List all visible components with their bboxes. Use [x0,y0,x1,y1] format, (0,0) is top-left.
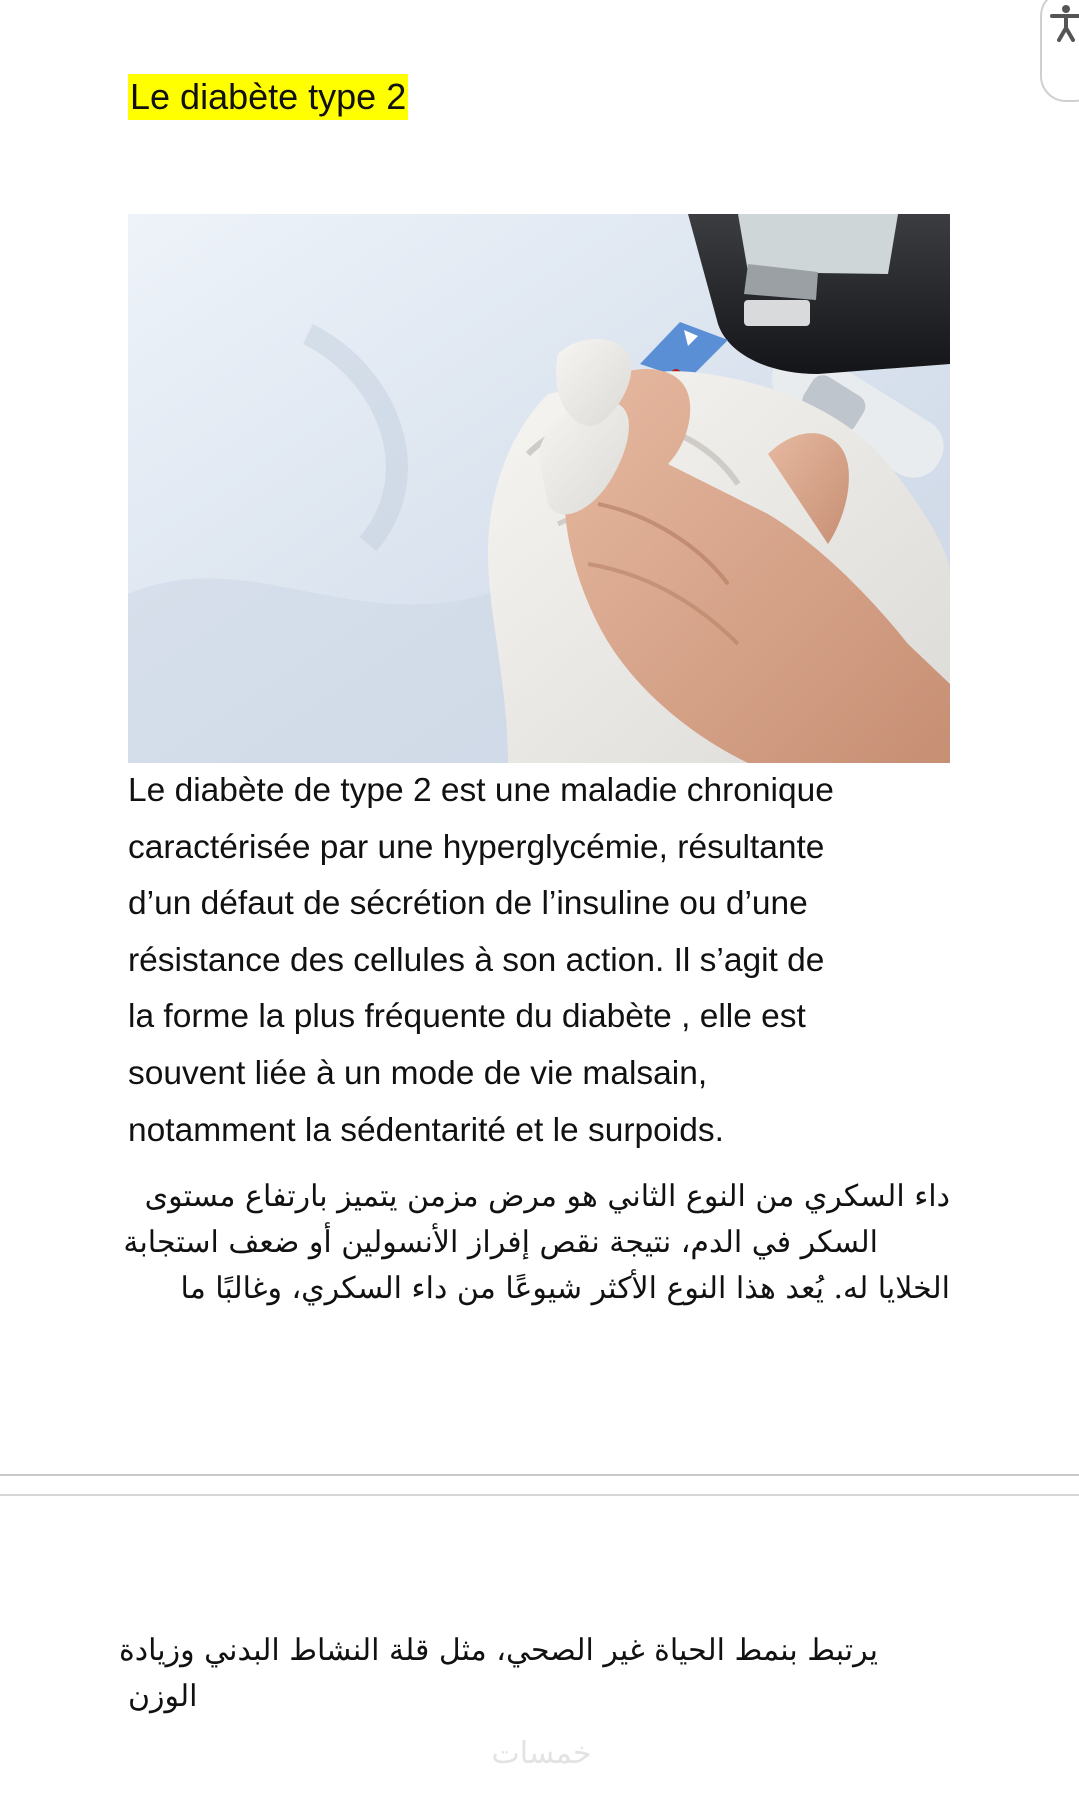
french-line: d’un défaut de sécrétion de l’insuline ou d’une [128,885,808,923]
arabic-line: داء السكري من النوع الثاني هو مرض مزمن يتميز بارتفاع مستوى [144,1179,950,1214]
french-line: notamment la sédentarité et le surpoids. [128,1111,724,1149]
french-paragraph [128,763,958,1159]
document-heading: Le diabète type 2 [128,74,408,120]
french-line: souvent liée à un mode de vie malsain, [128,1054,708,1092]
accessibility-button[interactable] [1040,0,1079,102]
french-line: caractérisée par une hyperglycémie, résultante [128,828,825,866]
accessibility-icon [1046,2,1079,42]
arabic-line: السكر في الدم، نتيجة نقص إفراز الأنسولين أو ضعف استجابة [123,1225,878,1260]
watermark-logo: خمسات [491,1736,592,1771]
arabic-line: الوزن [128,1679,198,1714]
page-separator [0,1474,1079,1496]
arabic-paragraph [123,1174,950,1312]
arabic-line: الخلايا له. يُعد هذا النوع الأكثر شيوعًا من داء السكري، وغالبًا ما [180,1271,950,1306]
french-line: la forme la plus fréquente du diabète , elle est [128,998,806,1036]
arabic-line: يرتبط بنمط الحياة غير الصحي، مثل قلة النشاط البدني وزيادة [119,1633,878,1668]
glucose-test-photo [128,214,950,763]
arabic-paragraph-continued [119,1628,878,1720]
french-line: Le diabète de type 2 est une maladie chronique [128,772,834,809]
french-line: résistance des cellules à son action. Il s’agit de [128,941,825,979]
